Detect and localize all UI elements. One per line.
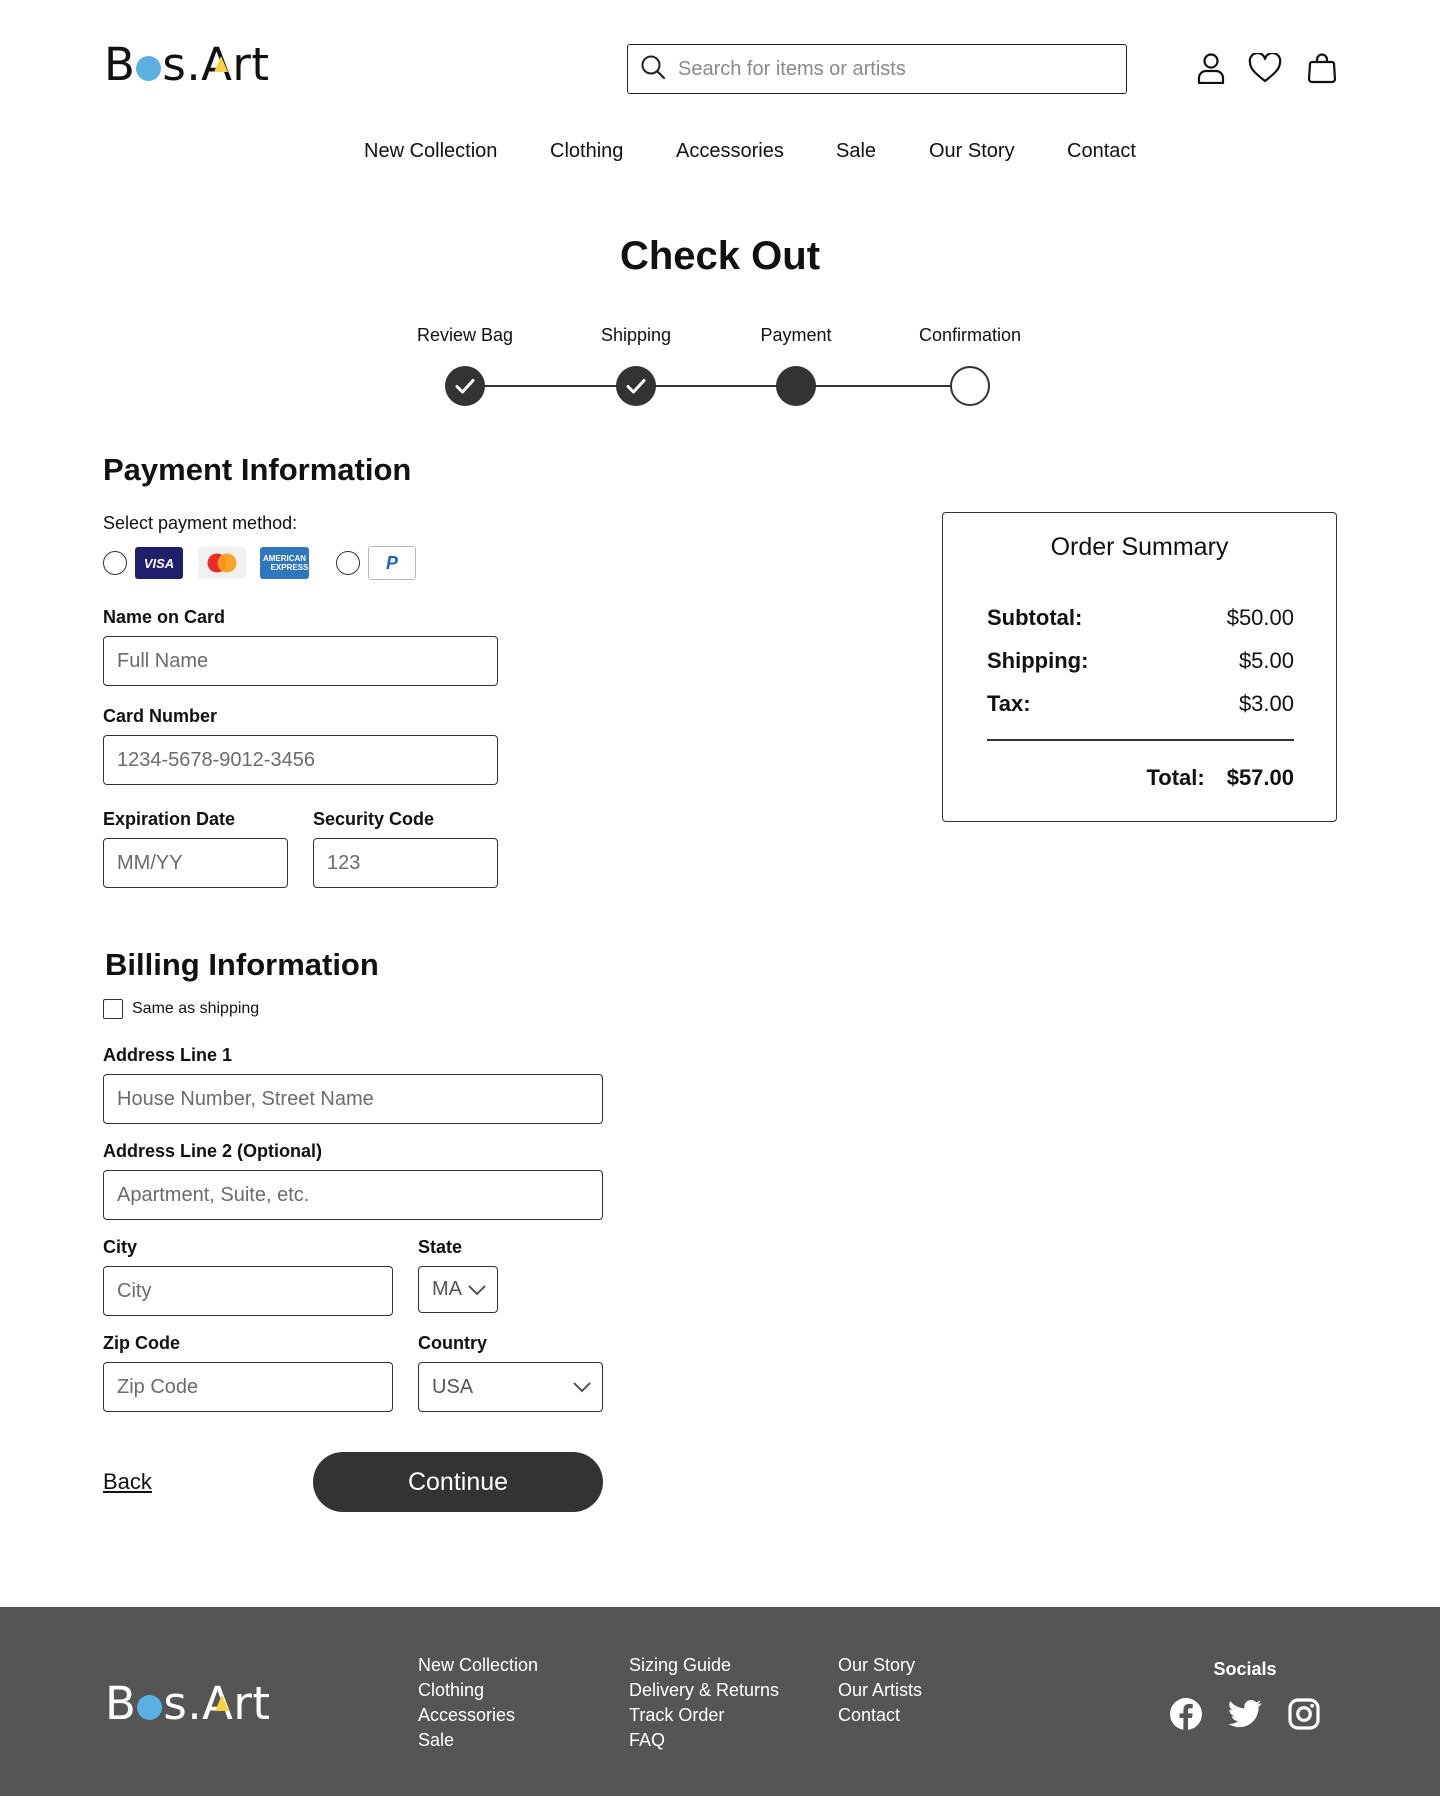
- heart-icon[interactable]: [1247, 50, 1283, 86]
- step-label-payment: Payment: [760, 325, 832, 345]
- step-dot-confirmation: [950, 366, 990, 406]
- footer-link-accessories[interactable]: Accessories: [418, 1705, 516, 1725]
- footer-link-delivery-returns[interactable]: Delivery & Returns: [629, 1680, 780, 1700]
- payment-heading: Payment Information: [103, 452, 412, 487]
- expiration-date-input[interactable]: [117, 852, 287, 875]
- subtotal-row: [987, 605, 1294, 631]
- step-label-review-bag: Review Bag: [416, 325, 514, 345]
- continue-button[interactable]: Continue: [313, 1452, 603, 1512]
- step-connector: [796, 385, 970, 387]
- search-input[interactable]: [678, 58, 1098, 81]
- tax-row: [987, 691, 1294, 717]
- name-on-card-input[interactable]: [117, 650, 497, 673]
- shipping-row: [987, 648, 1294, 674]
- logo-a-triangle: [214, 56, 228, 72]
- footer-link-sizing-guide[interactable]: Sizing Guide: [629, 1655, 732, 1675]
- step-label-shipping: Shipping: [600, 325, 672, 345]
- footer-shop-links: [418, 1653, 538, 1753]
- logo-text-rt: rt: [233, 1677, 271, 1730]
- nav-sale[interactable]: Sale: [836, 140, 877, 162]
- footer-link-contact[interactable]: Contact: [838, 1705, 901, 1725]
- address-line-1-input[interactable]: [117, 1088, 602, 1111]
- total-row: [987, 765, 1294, 791]
- facebook-icon[interactable]: [1168, 1696, 1204, 1732]
- visa-icon: VISA: [135, 547, 183, 579]
- security-code-field[interactable]: [313, 838, 498, 888]
- card-number-field[interactable]: [103, 735, 498, 785]
- address-line-2-field[interactable]: [103, 1170, 603, 1220]
- back-link[interactable]: Back: [103, 1469, 152, 1494]
- step-dot-shipping[interactable]: [616, 366, 656, 406]
- card-number-input[interactable]: [117, 749, 497, 772]
- country-value: USA: [432, 1375, 474, 1398]
- logo-a: A: [201, 38, 233, 91]
- logo-text-rt: rt: [232, 38, 270, 91]
- logo-o-dot: [137, 1695, 162, 1720]
- security-code-input[interactable]: [327, 852, 497, 875]
- logo-text-s: s.: [163, 1677, 203, 1730]
- order-summary-title: Order Summary: [1050, 533, 1229, 561]
- footer-link-new-collection[interactable]: New Collection: [418, 1655, 539, 1675]
- logo-text-b: B: [104, 38, 136, 91]
- brand-logo[interactable]: [104, 38, 270, 91]
- user-icon[interactable]: [1193, 50, 1229, 86]
- zip-code-input[interactable]: [117, 1376, 392, 1399]
- radio-card[interactable]: [103, 551, 127, 575]
- nav-accessories[interactable]: Accessories: [676, 140, 784, 162]
- logo-text-s: s.: [162, 38, 202, 91]
- search-bar[interactable]: [627, 44, 1127, 94]
- billing-heading: Billing Information: [105, 947, 379, 982]
- nav-clothing[interactable]: Clothing: [550, 140, 624, 162]
- country-label: Country: [418, 1333, 487, 1353]
- mastercard-icon: [198, 547, 246, 579]
- payment-method-prompt: Select payment method:: [103, 513, 298, 533]
- radio-paypal[interactable]: [336, 551, 360, 575]
- country-select[interactable]: [418, 1362, 603, 1412]
- order-summary: [942, 512, 1337, 822]
- nav-new-collection[interactable]: New Collection: [364, 140, 498, 162]
- total-value: $57.00: [1226, 765, 1294, 790]
- expiration-date-label: Expiration Date: [103, 809, 236, 829]
- state-select[interactable]: [418, 1266, 498, 1313]
- step-label-confirmation: Confirmation: [918, 325, 1022, 345]
- footer-about-links: [838, 1653, 922, 1728]
- city-input[interactable]: [117, 1280, 392, 1303]
- paypal-icon: P: [368, 546, 416, 580]
- name-on-card-field[interactable]: [103, 636, 498, 686]
- checkmark-icon: [626, 378, 646, 394]
- twitter-icon[interactable]: [1227, 1696, 1263, 1732]
- step-connector: [465, 385, 636, 387]
- state-value: MA: [432, 1278, 462, 1300]
- footer-help-links: [629, 1653, 779, 1753]
- step-connector: [636, 385, 796, 387]
- address-line-1-label: Address Line 1: [103, 1045, 233, 1065]
- same-as-shipping-checkbox[interactable]: [103, 999, 123, 1019]
- state-label: State: [418, 1237, 463, 1257]
- city-label: City: [103, 1237, 138, 1257]
- footer-link-track-order[interactable]: Track Order: [629, 1705, 725, 1725]
- checkmark-icon: [455, 378, 475, 394]
- page-title: Check Out: [619, 234, 821, 278]
- footer-brand-logo[interactable]: [105, 1677, 271, 1730]
- nav-our-story[interactable]: Our Story: [929, 140, 1015, 162]
- logo-o-dot: [136, 56, 161, 81]
- zip-code-label: Zip Code: [103, 1333, 180, 1353]
- card-number-label: Card Number: [103, 706, 218, 726]
- amex-icon: AMERICAN EXPRESS: [260, 547, 309, 579]
- tax-value: $3.00: [1238, 691, 1294, 716]
- chevron-down-icon: [572, 1381, 592, 1393]
- address-line-2-label: Address Line 2 (Optional): [103, 1141, 323, 1161]
- footer-link-sale[interactable]: Sale: [418, 1730, 455, 1750]
- tax-label: Tax:: [987, 691, 1031, 716]
- name-on-card-label: Name on Card: [103, 607, 226, 627]
- city-field[interactable]: [103, 1266, 393, 1316]
- address-line-2-input[interactable]: [117, 1184, 602, 1207]
- shipping-value: $5.00: [1238, 648, 1294, 673]
- step-dot-review-bag[interactable]: [445, 366, 485, 406]
- step-dot-payment: [776, 366, 816, 406]
- summary-divider: [987, 739, 1294, 741]
- footer-link-clothing[interactable]: Clothing: [418, 1680, 485, 1700]
- logo-a-triangle: [215, 1695, 229, 1711]
- instagram-icon[interactable]: [1286, 1696, 1322, 1732]
- address-line-1-field[interactable]: [103, 1074, 603, 1124]
- same-as-shipping-label[interactable]: Same as shipping: [132, 1000, 260, 1017]
- footer-link-faq[interactable]: FAQ: [629, 1730, 666, 1750]
- total-label: Total:: [1146, 765, 1205, 790]
- socials-label: Socials: [1213, 1659, 1277, 1679]
- footer-link-our-story[interactable]: Our Story: [838, 1655, 916, 1675]
- footer: [0, 1607, 1440, 1796]
- subtotal-label: Subtotal:: [987, 605, 1083, 630]
- expiration-date-field[interactable]: [103, 838, 288, 888]
- search-icon[interactable]: [640, 54, 666, 85]
- footer-link-our-artists[interactable]: Our Artists: [838, 1680, 923, 1700]
- shopping-bag-icon[interactable]: [1304, 50, 1340, 86]
- nav-contact[interactable]: Contact: [1067, 140, 1136, 162]
- chevron-down-icon: [467, 1284, 487, 1296]
- logo-a: A: [202, 1677, 234, 1730]
- zip-code-field[interactable]: [103, 1362, 393, 1412]
- shipping-label: Shipping:: [987, 648, 1089, 673]
- security-code-label: Security Code: [313, 809, 435, 829]
- subtotal-value: $50.00: [1226, 605, 1294, 630]
- logo-text-b: B: [105, 1677, 137, 1730]
